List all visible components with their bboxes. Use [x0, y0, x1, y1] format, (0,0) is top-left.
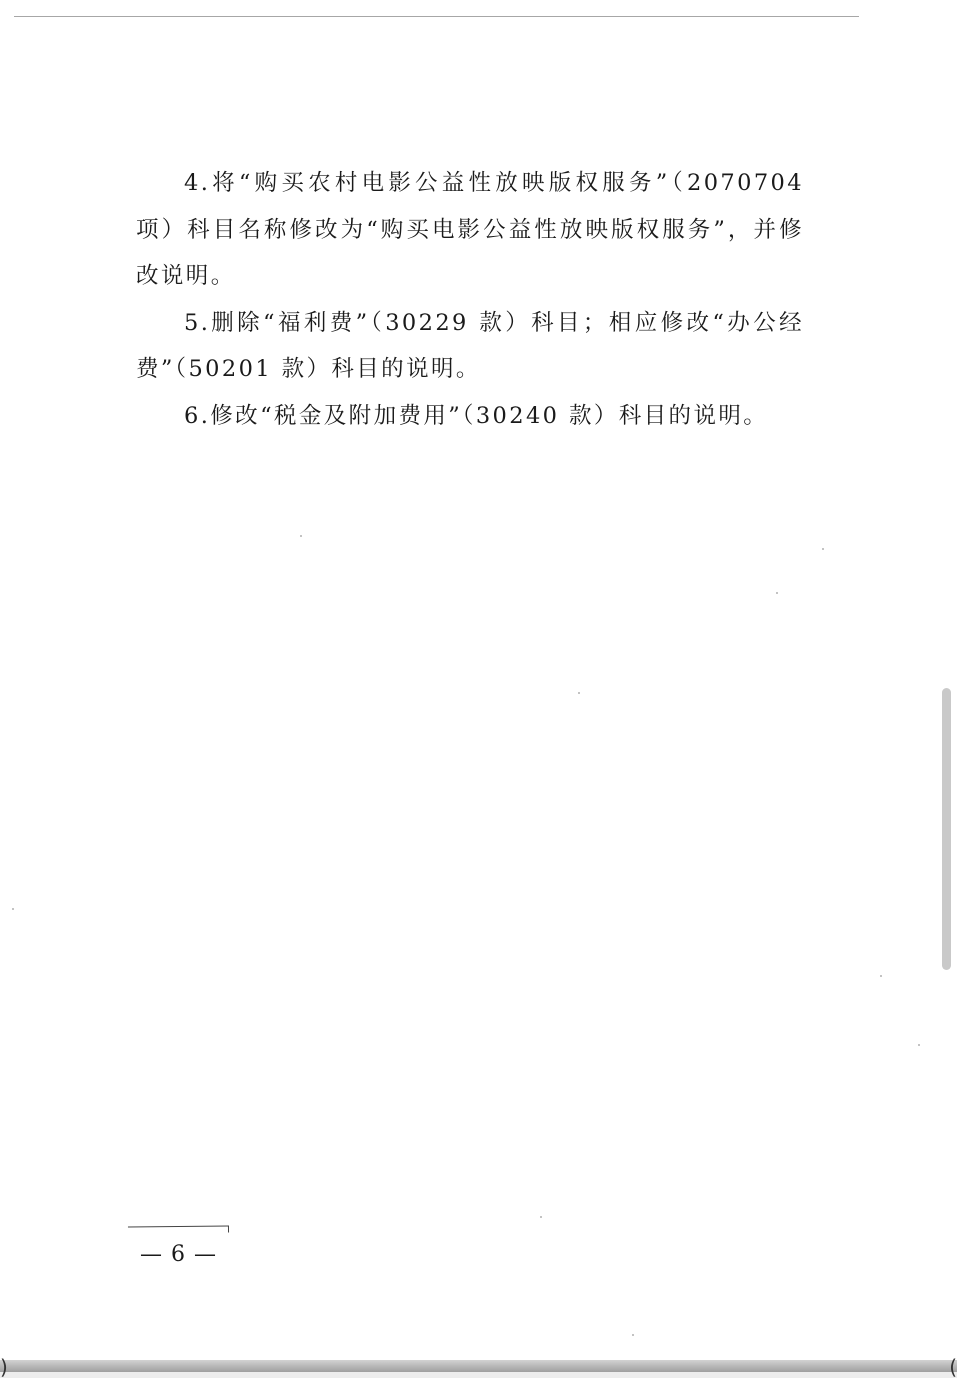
footer-rule [128, 1225, 229, 1233]
scan-speck [540, 1216, 542, 1218]
scan-speck [578, 692, 580, 694]
scan-speck [300, 535, 302, 537]
left-bracket-icon: ) [0, 1355, 8, 1379]
paragraph-item-4: 4.将“购买农村电影公益性放映版权服务”（2070704 项）科目名称修改为“购买电影公益性放映版权服务”，并修改说明。 [136, 170, 804, 289]
page-number: — 6 — [140, 1242, 217, 1267]
document-body [136, 160, 804, 439]
scan-speck [632, 1334, 634, 1336]
scan-speck [918, 1044, 920, 1046]
scan-speck [12, 908, 14, 910]
scrollbar-thumb[interactable] [942, 688, 951, 970]
scrollbar[interactable] [939, 680, 953, 980]
paragraph-item-5: 5.删除“福利费”（30229 款）科目；相应修改“办公经费”（50201 款）科目的说明。 [136, 309, 804, 382]
viewer-bottom-bar [0, 1360, 957, 1372]
viewer-bottom-edge [0, 1372, 957, 1378]
scan-speck [776, 592, 778, 594]
paragraph-item-6: 6.修改“税金及附加费用”（30240 款）科目的说明。 [184, 402, 769, 429]
header-rule [14, 16, 859, 17]
right-bracket-icon: ( [949, 1355, 957, 1379]
scan-speck [822, 548, 824, 550]
scan-speck [880, 975, 882, 977]
